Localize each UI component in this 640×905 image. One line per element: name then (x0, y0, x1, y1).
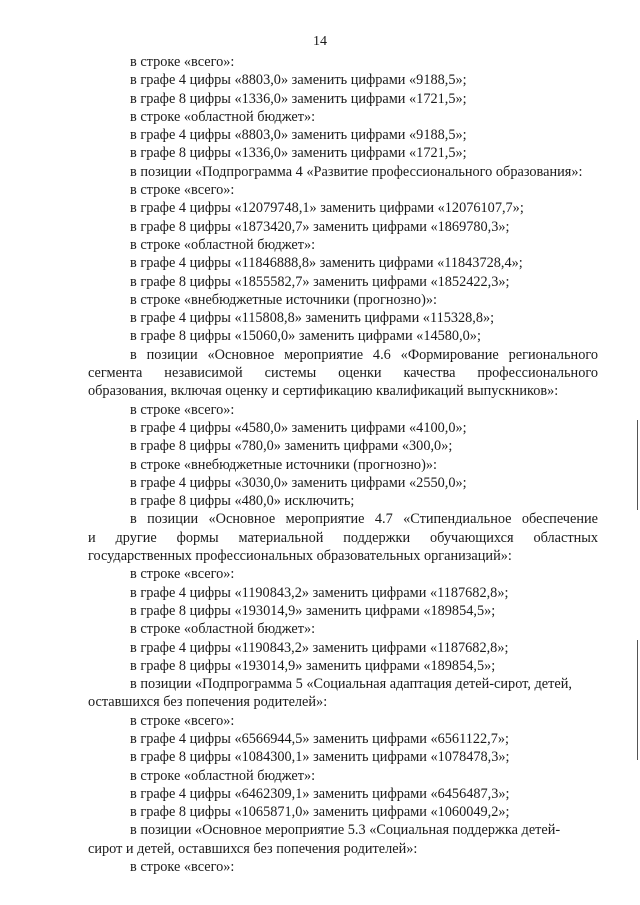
text-line: в графе 8 цифры «193014,9» заменить цифрами «189854,5»; (130, 657, 496, 674)
text-line: в строке «областной бюджет»: (130, 108, 316, 125)
text-line: оставшихся без попечения родителей»: (88, 694, 328, 711)
text-line: государственных профессиональных образовательных организаций»: (88, 548, 512, 565)
text-line: в позиции «Основное мероприятие 4.6 «Формирование регионального (130, 346, 598, 363)
text-line: в графе 8 цифры «1873420,7» заменить цифрами «1869780,3»; (130, 218, 510, 235)
text-line: в графе 4 цифры «11846888,8» заменить цифрами «11843728,4»; (130, 255, 523, 272)
text-line: сирот и детей, оставшихся без попечения родителей»: (88, 840, 418, 857)
document-body (88, 53, 598, 876)
text-line: в графе 4 цифры «3030,0» заменить цифрами «2550,0»; (130, 474, 467, 491)
text-line: в строке «всего»: (130, 54, 235, 70)
text-line: в строке «всего»: (130, 182, 235, 199)
scan-edge-mark (637, 640, 638, 760)
text-line: в графе 8 цифры «1084300,1» заменить цифрами «1078478,3»; (130, 749, 510, 766)
text-line: в графе 8 цифры «1065871,0» заменить цифрами «1060049,2»; (130, 804, 510, 821)
text-line: в строке «всего»: (130, 566, 235, 583)
text-line: в графе 4 цифры «4580,0» заменить цифрами «4100,0»; (130, 419, 467, 436)
text-line: в строке «всего»: (130, 401, 235, 418)
text-line: в строке «областной бюджет»: (130, 236, 316, 253)
text-line: в графе 8 цифры «1336,0» заменить цифрами «1721,5»; (130, 145, 467, 162)
text-line: в графе 4 цифры «1190843,2» заменить цифрами «1187682,8»; (130, 639, 509, 656)
text-line: в позиции «Основное мероприятие 4.7 «Стипендиальное обеспечение (130, 511, 598, 528)
scan-edge-mark (637, 420, 638, 510)
text-line: в строке «всего»: (130, 859, 235, 876)
text-line: образования, включая оценку и сертификацию квалификаций выпускников»: (88, 383, 559, 400)
text-line: в строке «всего»: (130, 712, 235, 729)
text-line: в строке «областной бюджет»: (130, 621, 316, 638)
text-line: в графе 8 цифры «480,0» исключить; (130, 493, 355, 510)
page-number: 14 (313, 34, 327, 49)
text-line: в строке «внебюджетные источники (прогнозно)»: (130, 456, 437, 473)
text-line: в графе 4 цифры «8803,0» заменить цифрами «9188,5»; (130, 72, 467, 89)
text-line: сегмента независимой системы оценки качества профессионального (88, 365, 598, 382)
text-line: в графе 8 цифры «1855582,7» заменить цифрами «1852422,3»; (130, 273, 510, 290)
text-line: в позиции «Основное мероприятие 5.3 «Социальная поддержка детей- (130, 822, 561, 839)
text-line: в графе 4 цифры «6566944,5» заменить цифрами «6561122,7»; (130, 730, 509, 747)
text-line: в строке «областной бюджет»: (130, 767, 316, 784)
text-line: в строке «внебюджетные источники (прогнозно)»: (130, 291, 437, 308)
text-line: в графе 8 цифры «193014,9» заменить цифрами «189854,5»; (130, 602, 496, 619)
text-line: в графе 4 цифры «8803,0» заменить цифрами «9188,5»; (130, 127, 467, 144)
text-line: в графе 4 цифры «115808,8» заменить цифрами «115328,8»; (130, 310, 495, 327)
text-line: в позиции «Подпрограмма 4 «Развитие профессионального образования»: (130, 163, 583, 180)
text-line: в графе 4 цифры «6462309,1» заменить цифрами «6456487,3»; (130, 785, 510, 802)
text-line: и другие формы материальной поддержки обучающихся областных (88, 529, 598, 546)
text-line: в графе 8 цифры «780,0» заменить цифрами «300,0»; (130, 438, 453, 455)
text-line: в графе 4 цифры «1190843,2» заменить цифрами «1187682,8»; (130, 584, 509, 601)
text-line: в графе 4 цифры «12079748,1» заменить цифрами «12076107,7»; (130, 200, 524, 217)
text-line: в графе 8 цифры «1336,0» заменить цифрами «1721,5»; (130, 90, 467, 107)
text-line: в позиции «Подпрограмма 5 «Социальная адаптация детей-сирот, детей, (130, 676, 572, 693)
text-line: в графе 8 цифры «15060,0» заменить цифрами «14580,0»; (130, 328, 481, 345)
